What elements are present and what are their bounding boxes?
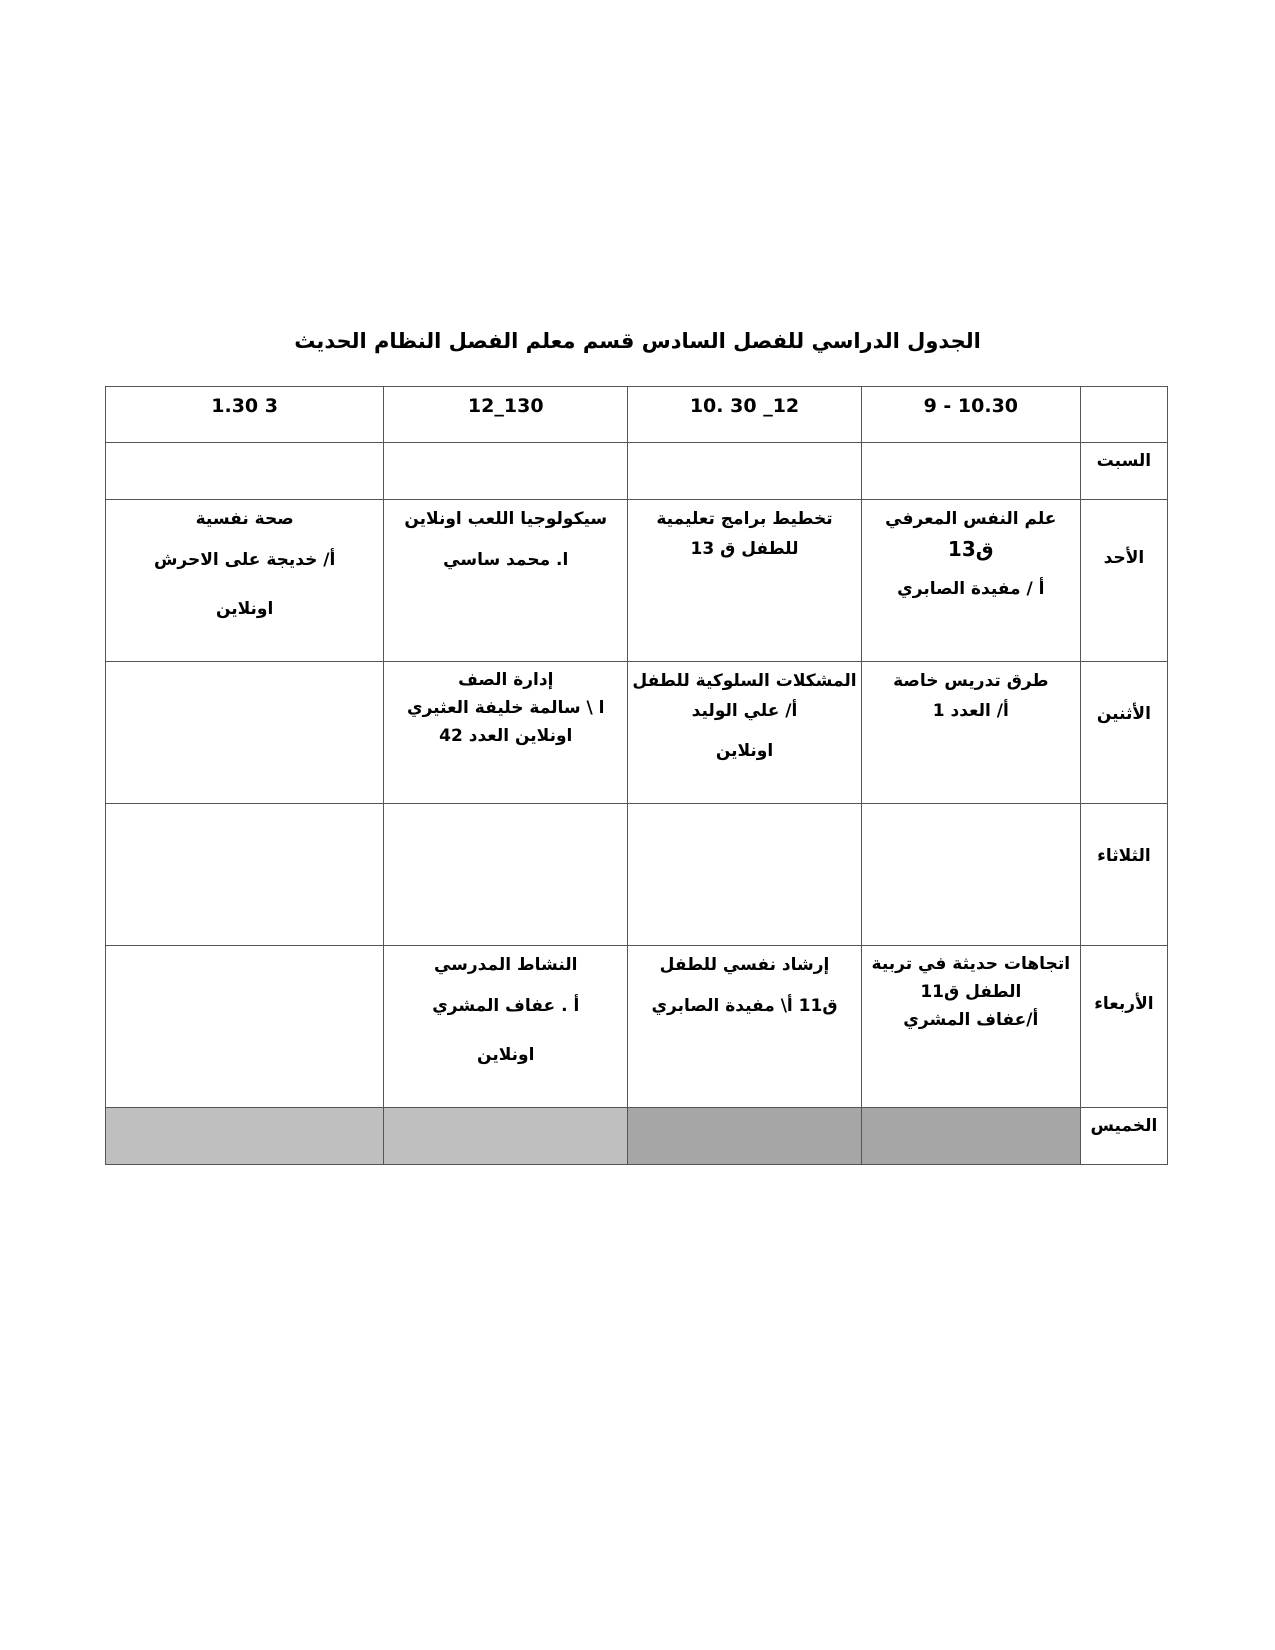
course-cell bbox=[861, 500, 1080, 662]
course-room: الطفل ق11 bbox=[920, 982, 1022, 1002]
course-cell bbox=[628, 946, 862, 1108]
empty-cell bbox=[106, 443, 384, 500]
course-mode: اونلاين bbox=[477, 1045, 535, 1065]
empty-cell bbox=[861, 443, 1080, 500]
course-cell bbox=[628, 500, 862, 662]
row-thursday bbox=[106, 1108, 1168, 1165]
empty-cell bbox=[861, 804, 1080, 946]
course-name: سيكولوجيا اللعب اونلاين bbox=[404, 509, 608, 529]
course-instructor: أ/ خديجة على الاحرش bbox=[153, 550, 336, 570]
row-tuesday bbox=[106, 804, 1168, 946]
course-name: صحة نفسية bbox=[195, 509, 294, 529]
corner-cell bbox=[1080, 387, 1167, 443]
course-instructor: ق11 أ\ مفيدة الصابري bbox=[651, 996, 838, 1016]
time-header: 12_ 30 .10 bbox=[628, 387, 862, 443]
course-instructor: ا \ سالمة خليفة العثيري bbox=[407, 698, 605, 718]
course-name: علم النفس المعرفي bbox=[885, 509, 1057, 529]
empty-cell bbox=[106, 662, 384, 804]
empty-cell bbox=[628, 443, 862, 500]
day-label: الخميس bbox=[1080, 1108, 1167, 1165]
empty-cell bbox=[106, 946, 384, 1108]
row-wednesday bbox=[106, 946, 1168, 1108]
shaded-cell bbox=[106, 1108, 384, 1165]
course-instructor: أ/عفاف المشري bbox=[903, 1010, 1039, 1030]
course-name: إدارة الصف bbox=[458, 670, 554, 690]
course-instructor: أ / مفيدة الصابري bbox=[897, 579, 1045, 599]
course-name: النشاط المدرسي bbox=[433, 955, 578, 975]
course-instructor: أ . عفاف المشري bbox=[432, 996, 580, 1016]
day-label: السبت bbox=[1080, 443, 1167, 500]
time-header: 3 1.30 bbox=[106, 387, 384, 443]
course-name: المشكلات السلوكية للطفل bbox=[632, 671, 857, 691]
schedule-table bbox=[105, 386, 1168, 1165]
course-instructor: أ/ علي الوليد bbox=[691, 701, 798, 721]
day-label: الثلاثاء bbox=[1080, 804, 1167, 946]
empty-cell bbox=[106, 804, 384, 946]
course-cell bbox=[861, 946, 1080, 1108]
course-cell bbox=[384, 500, 628, 662]
header-row bbox=[106, 387, 1168, 443]
course-room: ق13 bbox=[947, 537, 994, 561]
course-name: اتجاهات حديثة في تربية bbox=[871, 954, 1071, 974]
course-mode: اونلاين العدد 42 bbox=[439, 726, 573, 746]
empty-cell bbox=[384, 804, 628, 946]
day-label: الأربعاء bbox=[1080, 946, 1167, 1108]
day-label: الأثنين bbox=[1080, 662, 1167, 804]
course-cell bbox=[628, 662, 862, 804]
course-cell bbox=[861, 662, 1080, 804]
course-instructor: أ/ العدد 1 bbox=[932, 701, 1009, 721]
row-monday bbox=[106, 662, 1168, 804]
course-cell bbox=[384, 946, 628, 1108]
shaded-cell bbox=[628, 1108, 862, 1165]
course-cell bbox=[384, 662, 628, 804]
course-room: للطفل ق 13 bbox=[690, 539, 799, 559]
course-cell bbox=[106, 500, 384, 662]
day-label: الأحد bbox=[1080, 500, 1167, 662]
course-name: طرق تدريس خاصة bbox=[893, 671, 1049, 691]
course-name: إرشاد نفسي للطفل bbox=[659, 955, 830, 975]
time-header: 130_12 bbox=[384, 387, 628, 443]
time-header: 10.30 - 9 bbox=[861, 387, 1080, 443]
shaded-cell bbox=[861, 1108, 1080, 1165]
course-mode: اونلاين bbox=[715, 741, 774, 761]
empty-cell bbox=[384, 443, 628, 500]
course-name: تخطيط برامج تعليمية bbox=[656, 509, 833, 529]
course-instructor: ا. محمد ساسي bbox=[443, 550, 569, 570]
page-title: الجدول الدراسي للفصل السادس قسم معلم الفصل النظام الحديث bbox=[294, 329, 981, 353]
empty-cell bbox=[628, 804, 862, 946]
course-mode: اونلاين bbox=[215, 599, 274, 619]
row-sunday bbox=[106, 500, 1168, 662]
row-saturday bbox=[106, 443, 1168, 500]
shaded-cell bbox=[384, 1108, 628, 1165]
